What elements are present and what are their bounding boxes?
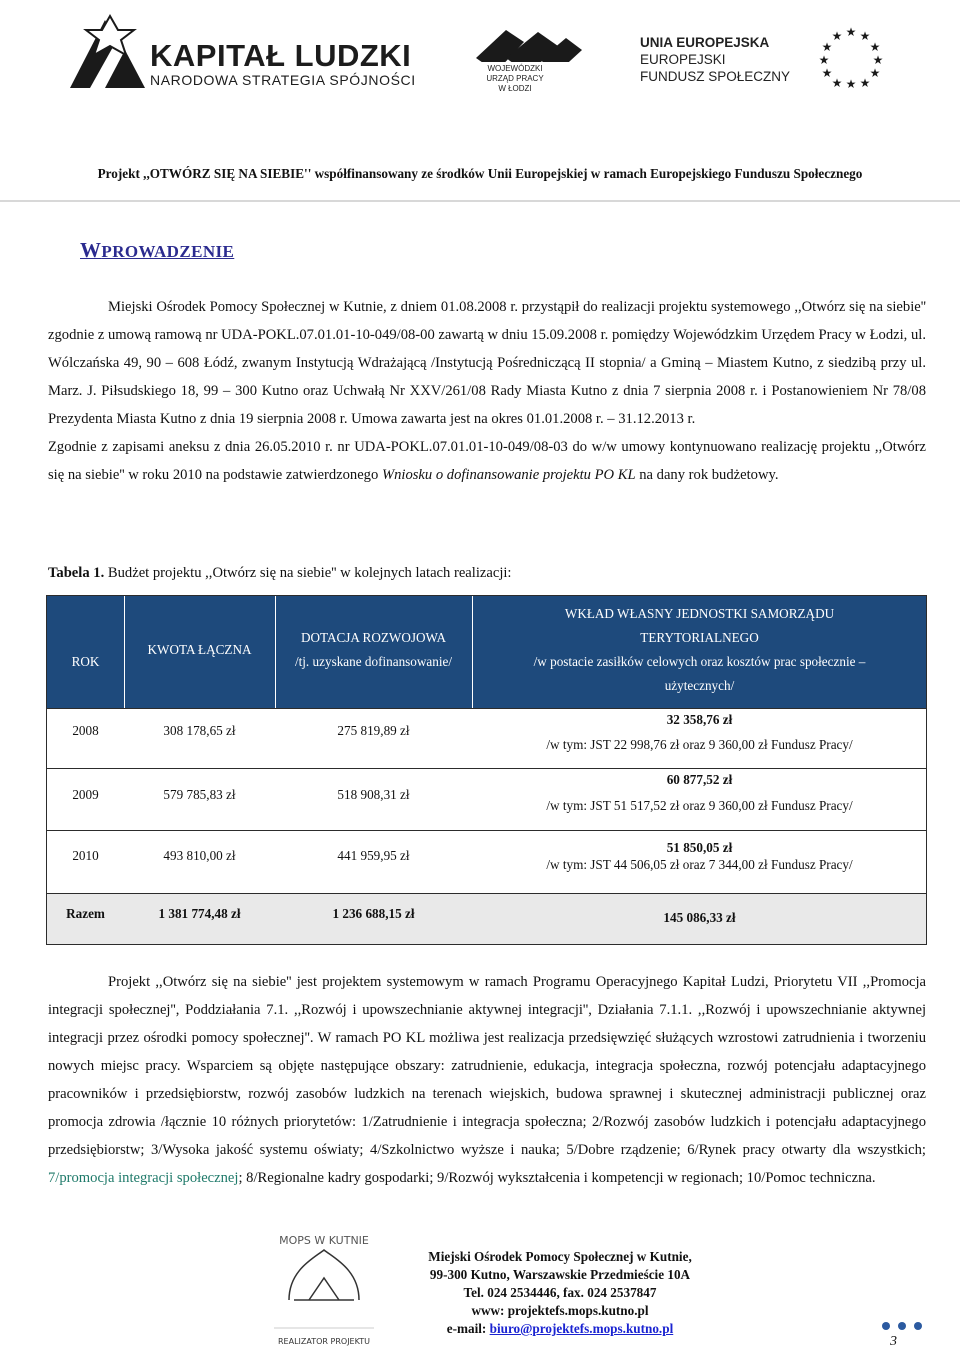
svg-text:★: ★ <box>821 40 833 54</box>
cell-rok: 2010 <box>72 848 99 863</box>
svg-text:★: ★ <box>831 76 843 88</box>
cell-wklad-detail: /w tym: JST 44 506,05 zł oraz 7 344,00 zł Fundusz Pracy/ <box>546 857 853 872</box>
program-text-end: ; 8/Regionalne kadry gospodarki; 9/Rozwój wykształcenia i kompetencji w regionach; 10/Pomoc techniczna. <box>238 1170 876 1186</box>
cell-kwota: 1 381 774,48 zł <box>158 906 241 921</box>
cell-dotacja: 441 959,95 zł <box>337 848 410 863</box>
intro-sentence-2 <box>48 433 926 489</box>
header-wklad-line: WKŁAD WŁASNY JEDNOSTKI SAMORZĄDU <box>564 606 835 621</box>
mops-logo-text: MOPS W KUTNIE <box>279 1234 369 1247</box>
section-title-rest: PROWADZENIE <box>101 242 235 261</box>
intro-sentence-1 <box>48 293 926 433</box>
intro-paragraph <box>48 293 926 489</box>
cell-rok: 2008 <box>72 723 99 738</box>
cell-kwota: 493 810,00 zł <box>163 848 236 863</box>
eu-fund-name <box>640 34 790 85</box>
budget-table <box>46 595 927 945</box>
page-number: 3 <box>890 1334 897 1349</box>
table-row <box>47 709 926 768</box>
mops-logo-caption: REALIZATOR PROJEKTU <box>278 1337 370 1346</box>
cell-dotacja: 1 236 688,15 zł <box>332 906 415 921</box>
header-wklad-line: użytecznych/ <box>664 678 735 693</box>
header-dotacja-line: /tj. uzyskane dofinansowanie/ <box>294 654 453 669</box>
header-kwota: KWOTA ŁĄCZNA <box>147 642 252 657</box>
program-paragraph <box>48 968 926 1192</box>
section-title-initial: W <box>80 238 102 262</box>
svg-text:★: ★ <box>869 66 881 80</box>
header-dotacja-line: DOTACJA ROZWOJOWA <box>300 630 447 645</box>
svg-text:★: ★ <box>859 76 871 88</box>
footer-email-link[interactable]: biuro@projektefs.mops.kutno.pl <box>489 1321 674 1336</box>
intro-italic-text: Wniosku o dofinansowanie projektu PO KL <box>381 467 636 483</box>
header <box>0 0 960 150</box>
wup-name <box>470 64 560 94</box>
cell-wklad: 145 086,33 zł <box>663 910 736 925</box>
section-title <box>80 238 234 263</box>
eu-line: EUROPEJSKI <box>640 52 726 67</box>
kapital-ludzki-tagline: NARODOWA STRATEGIA SPÓJNOŚCI <box>150 72 416 88</box>
header-dotacja <box>275 626 472 674</box>
cell-wklad: 51 850,05 zł <box>666 840 733 855</box>
footer-contact <box>380 1248 740 1338</box>
footer-line: www: projektefs.mops.kutno.pl <box>471 1303 649 1318</box>
svg-text:★: ★ <box>859 29 871 43</box>
program-highlight: 7/promocja integracji społecznej <box>48 1170 239 1186</box>
wup-line: URZĄD PRACY <box>486 74 544 83</box>
cell-wklad-detail: /w tym: JST 51 517,52 zł oraz 9 360,00 zł Fundusz Pracy/ <box>546 798 853 813</box>
footer-line: Miejski Ośrodek Pomocy Społecznej w Kutnie, <box>428 1249 692 1264</box>
svg-text:★: ★ <box>872 53 884 67</box>
footer-line: Tel. 024 2534446, fax. 024 2537847 <box>463 1285 657 1300</box>
project-cofinancing-line: Projekt ,,OTWÓRZ SIĘ NA SIEBIE'' współfinansowany ze środków Unii Europejskiej w ramach Europejskiego Funduszu Społecznego <box>97 166 863 181</box>
header-wklad-line: TERYTORIALNEGO <box>640 630 759 645</box>
intro-text-3: na dany rok budżetowy. <box>639 467 779 483</box>
cell-rok: 2009 <box>72 787 99 802</box>
mops-logo-icon <box>254 1230 394 1348</box>
intro-text-1: Miejski Ośrodek Pomocy Społecznej w Kutnie, z dniem 01.08.2008 r. przystąpił do realizacji projektu systemowego ,,Otwórz się na siebie'' zgodnie z umową ramową nr UDA-POKL.07.01.01-10-049/08-00 zawartą w dniu 15.09.2008 r. pomiędzy Wojewódzkim Urzędem Pracy w Łodzi, ul. Wólczańska 49, 90 – 608 Łódź, zwanym Instytucją Wdrażającą /Instytucją Pośredniczącą II stopnia/ a Gminą – Miastem Kutno, z siedzibą przy ul. Marz. J. Piłsudskiego 18, 99 – 300 Kutno oraz Uchwałą Nr XXV/261/08 Rady Miasta Kutno z dnia 7 sierpnia 2008 r. i Postanowieniem Nr 78/08 Prezydenta Miasta Kutno z dnia 19 sierpnia 2008 r. Umowa zawarta jest na okres 01.01.2008 r. – 31.12.2013 r. <box>48 299 926 427</box>
footer-email-label: e-mail: <box>446 1321 490 1336</box>
table-row <box>47 831 926 893</box>
page-dots-icon <box>880 1320 940 1332</box>
footer-email-line <box>380 1320 740 1338</box>
cell-dotacja: 275 819,89 zł <box>337 723 410 738</box>
wup-line: W ŁODZI <box>498 84 532 93</box>
svg-text:★: ★ <box>845 77 857 88</box>
header-wklad-line: /w postacie zasiłków celowych oraz kosztów prac społecznie – <box>533 654 866 669</box>
cell-wklad: 32 358,76 zł <box>666 712 733 727</box>
eu-line: FUNDUSZ SPOŁECZNY <box>640 69 791 84</box>
table-total-row <box>47 894 926 944</box>
svg-text:★: ★ <box>818 53 830 67</box>
svg-text:★: ★ <box>869 40 881 54</box>
cell-wklad-detail: /w tym: JST 22 998,76 zł oraz 9 360,00 zł Fundusz Pracy/ <box>546 737 853 752</box>
table-row <box>47 769 926 830</box>
kapital-ludzki-name: KAPITAŁ LUDZKI <box>150 38 412 73</box>
cell-wklad: 60 877,52 zł <box>666 772 733 787</box>
table-caption-label: Tabela 1. <box>48 565 105 581</box>
header-rok: ROK <box>71 654 100 669</box>
header-wklad <box>473 602 926 698</box>
eu-line: UNIA EUROPEJSKA <box>640 35 770 50</box>
program-text: Projekt ,,Otwórz się na siebie'' jest projektem systemowym w ramach Programu Operacyjnego Kapitał Ludzi, Priorytetu VII ,,Promocja integracji społecznej'', Poddziałania 7.1. ,,Rozwój i upowszechnianie aktywnej integracji'', Działania 7.1.1. ,,Rozwój i upowszechnianie aktywnej integracji przez ośrodki pomocy społecznej''. W ramach PO KL możliwa jest realizacja przedsięwzięć służących wzrostowi zatrudnienia i tworzeniu nowych miejsc pracy. Wsparciem są objęte następujące obszary: zatrudnienie, edukacja, integracja społeczna, rozwój potencjału adaptacyjnego pracowników i przedsiębiorstw, rozwój zasobów ludzkich na terenach wiejskich, budowa sprawnej i skutecznej administracji publicznej oraz promocja zdrowia /łącznie 10 różnych priorytetów: 1/Zatrudnienie i integracja społeczna; 2/Rozwój zasobów ludzkich i potencjału adaptacyjnego przedsiębiorstw; 3/Wysoka jakość systemu oświaty; 4/Szkolnictwo wyższe i nauka; 5/Dobre rządzenie; 6/Rynek pracy otwarty dla wszystkich; <box>48 974 926 1158</box>
footer-line: 99-300 Kutno, Warszawskie Przedmieście 10A <box>429 1267 691 1282</box>
cell-kwota: 579 785,83 zł <box>163 787 236 802</box>
cell-dotacja: 518 908,31 zł <box>337 787 410 802</box>
table-header <box>47 596 926 708</box>
wup-line: WOJEWÓDZKI <box>487 64 543 73</box>
svg-text:★: ★ <box>831 29 843 43</box>
eu-stars-icon <box>806 24 896 88</box>
cell-kwota: 308 178,65 zł <box>163 723 236 738</box>
table-caption-text: Budżet projektu ,,Otwórz się na siebie'' w kolejnych latach realizacji: <box>107 565 512 581</box>
svg-text:★: ★ <box>845 25 857 39</box>
cell-rok: Razem <box>66 906 105 921</box>
header-divider <box>0 200 960 202</box>
intro-text-2: Zgodnie z zapisami aneksu z dnia 26.05.2010 r. nr UDA-POKL.07.01.01-10-049/08-03 do w/w umowy kontynuowano realizację projektu ,,Otwórz się na siebie'' w roku 2010 na podstawie zatwierdzonego <box>48 439 926 483</box>
svg-text:★: ★ <box>821 66 833 80</box>
table-caption <box>48 565 512 582</box>
